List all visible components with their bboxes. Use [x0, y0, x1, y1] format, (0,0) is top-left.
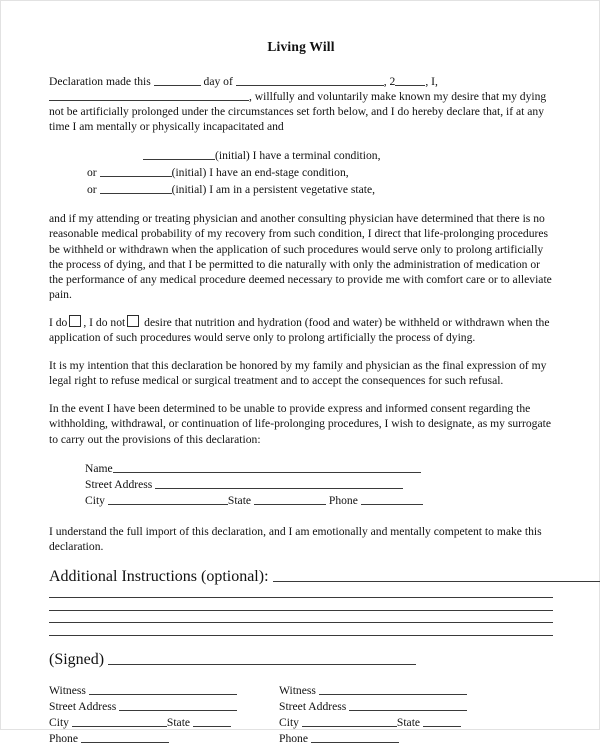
surrogate-street-label: Street Address: [85, 478, 152, 491]
witness-2-state-input[interactable]: [423, 716, 461, 727]
competence-paragraph: I understand the full import of this declaration, and I am emotionally and mentally competent to make this declaration.: [49, 524, 553, 554]
witness-1-state-input[interactable]: [193, 716, 231, 727]
signature-row: [49, 650, 553, 669]
surrogate-state-input[interactable]: [254, 494, 326, 505]
condition-2-label: (initial) I have an end-stage condition,: [172, 166, 349, 179]
surrogate-street-row: [85, 477, 553, 493]
condition-3-initial-blank[interactable]: [100, 183, 172, 194]
surrogate-state-label: State: [228, 494, 251, 507]
additional-instructions-input-2[interactable]: [49, 597, 553, 598]
condition-3-or-prefix: or: [87, 183, 97, 196]
page-title: Living Will: [49, 1, 553, 55]
declaration-year-blank[interactable]: [395, 75, 425, 86]
witness-1-city-row: [49, 715, 279, 731]
surrogate-phone-input[interactable]: [361, 494, 423, 505]
declaration-paragraph: [49, 74, 553, 134]
witness-2-city-row: [279, 715, 509, 731]
witness-2-phone-input[interactable]: [311, 732, 399, 743]
initial-condition-row-3: [87, 181, 553, 198]
additional-instructions-label: Additional Instructions (optional):: [49, 568, 269, 585]
i-do-not-checkbox[interactable]: [127, 315, 139, 327]
witness-1-city-label: City: [49, 716, 69, 729]
witness-column-2: [279, 683, 509, 747]
surrogate-designation-paragraph: In the event I have been determined to be unable to provide express and informed consent regarding the withholding, withdrawal, or continuation of life-prolonging procedures, I wish to designate, as my surrogate to carry out the provisions of this declaration:: [49, 401, 553, 446]
signature-input[interactable]: [108, 650, 416, 665]
witness-2-street-input[interactable]: [349, 700, 467, 711]
witness-1-phone-input[interactable]: [81, 732, 169, 743]
additional-instructions-input-1[interactable]: [273, 567, 600, 582]
witness-2-phone-row: [279, 731, 509, 747]
declaration-text-a: Declaration made this: [49, 75, 151, 88]
witness-1-street-input[interactable]: [119, 700, 237, 711]
surrogate-name-input[interactable]: [113, 462, 421, 473]
nutrition-text-a: I do: [49, 316, 67, 329]
witness-1-name-row: [49, 683, 279, 699]
nutrition-hydration-paragraph: [49, 315, 553, 345]
surrogate-city-input[interactable]: [108, 494, 228, 505]
witness-1-phone-label: Phone: [49, 732, 78, 745]
initial-condition-row-1: [87, 147, 553, 164]
condition-1-initial-blank[interactable]: [143, 149, 215, 160]
condition-2-initial-blank[interactable]: [100, 166, 172, 177]
additional-instructions-input-3[interactable]: [49, 610, 553, 611]
declaration-name-blank[interactable]: [49, 90, 249, 101]
witness-1-city-input[interactable]: [72, 716, 167, 727]
declaration-day-blank[interactable]: [154, 75, 201, 86]
declaration-text-c: , 2: [384, 75, 396, 88]
witness-2-state-label: State: [397, 716, 420, 729]
surrogate-name-row: [85, 461, 553, 477]
nutrition-text-b: , I do not: [83, 316, 125, 329]
intention-paragraph: It is my intention that this declaration be honored by my family and physician as the final expression of my legal right to refuse medical or surgical treatment and to accept the consequences for such refusal.: [49, 358, 553, 388]
condition-1-label: (initial) I have a terminal condition,: [215, 149, 380, 162]
witness-1-state-label: State: [167, 716, 190, 729]
initial-condition-row-2: [87, 164, 553, 181]
declaration-text-d: , I,: [425, 75, 438, 88]
witness-2-phone-label: Phone: [279, 732, 308, 745]
surrogate-city-row: [85, 493, 553, 509]
witness-2-name-row: [279, 683, 509, 699]
additional-instructions-block: [49, 567, 553, 636]
initial-conditions-list: [49, 147, 553, 198]
surrogate-phone-label: Phone: [329, 494, 358, 507]
witness-1-phone-row: [49, 731, 279, 747]
surrogate-city-label: City: [85, 494, 105, 507]
witness-column-1: [49, 683, 279, 747]
witness-2-street-label: Street Address: [279, 700, 346, 713]
condition-2-or-prefix: or: [87, 166, 97, 179]
declaration-month-blank[interactable]: [236, 75, 384, 86]
witness-2-street-row: [279, 699, 509, 715]
witness-1-street-row: [49, 699, 279, 715]
signed-label: (Signed): [49, 651, 104, 668]
document-body: [49, 1, 553, 747]
witness-2-city-input[interactable]: [302, 716, 397, 727]
surrogate-name-label: Name: [85, 462, 113, 475]
witness-1-name-input[interactable]: [89, 684, 237, 695]
witness-1-street-label: Street Address: [49, 700, 116, 713]
nutrition-text-c: desire that nutrition and hydration (food and water) be withheld or withdrawn when the application of such procedures would serve only to prolong artificially the process of dying.: [49, 316, 550, 344]
additional-instructions-row: [49, 567, 553, 586]
additional-instructions-input-4[interactable]: [49, 622, 553, 623]
declaration-text-b: day of: [204, 75, 233, 88]
surrogate-contact-fields: [49, 461, 553, 510]
i-do-checkbox[interactable]: [69, 315, 81, 327]
surrogate-street-input[interactable]: [155, 478, 403, 489]
declaration-text-e: , willfully and voluntarily make known my desire that my dying not be artificially prolonged under the circumstances set forth below, and I do hereby declare that, if at any time I am mentally or physically incapacitated and: [49, 90, 546, 133]
witness-2-label: Witness: [279, 684, 316, 697]
condition-3-label: (initial) I am in a persistent vegetative state,: [172, 183, 375, 196]
witness-section: [49, 683, 553, 747]
witness-1-label: Witness: [49, 684, 86, 697]
witness-2-city-label: City: [279, 716, 299, 729]
witness-2-name-input[interactable]: [319, 684, 467, 695]
physician-determination-paragraph: and if my attending or treating physician and another consulting physician have determined that there is no reasonable medical probability of my recovery from such condition, I direct that life-prolonging procedures be withheld or withdrawn when the application of such procedures would serve only to prolong artificially the process of dying, and that I be permitted to die naturally with only the administration of medication or the performance of any medical procedure deemed necessary to provide me with comfort care or to alleviate pain.: [49, 211, 553, 302]
